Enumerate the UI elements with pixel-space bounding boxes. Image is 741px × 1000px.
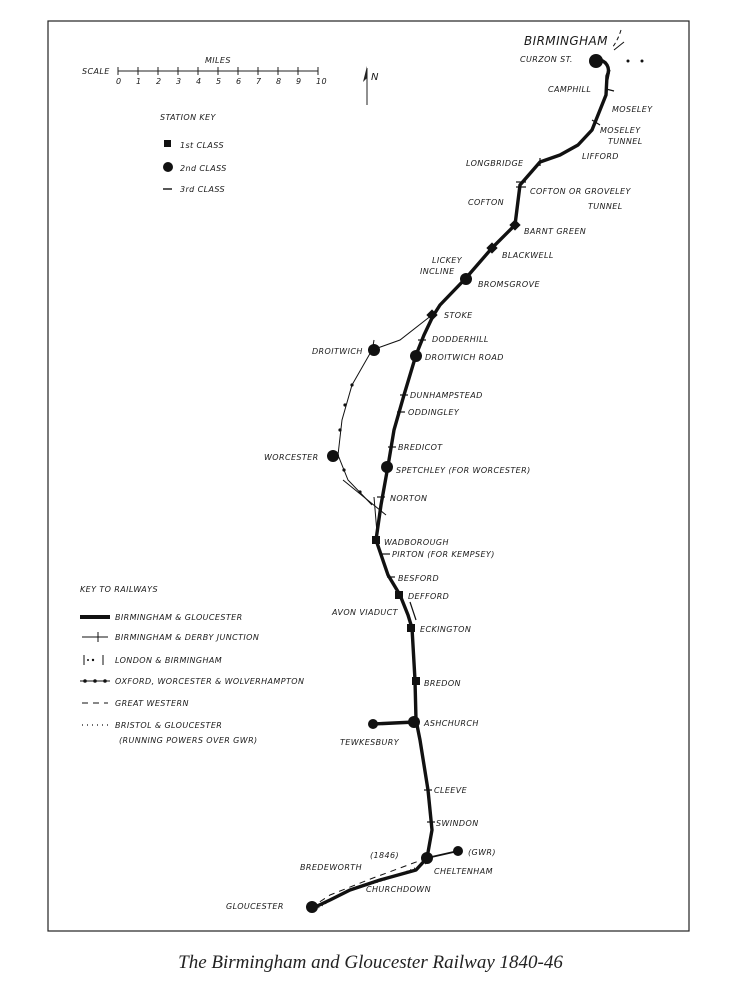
label-dodderhill: DODDERHILL — [432, 335, 489, 344]
label-1846: (1846) — [370, 851, 400, 860]
label-churchdown: CHURCHDOWN — [366, 885, 431, 894]
label-tewkesbury: TEWKESBURY — [340, 738, 400, 747]
railway-key — [80, 585, 304, 745]
label-eckington: ECKINGTON — [420, 625, 472, 634]
label-barnt-green: BARNT GREEN — [524, 227, 587, 236]
railway-key-item: LONDON & BIRMINGHAM — [115, 656, 223, 665]
label-bredeworth: BREDEWORTH — [300, 863, 362, 872]
stations-second-class — [306, 54, 603, 913]
label-blackwell: BLACKWELL — [502, 251, 554, 260]
label-cleeve: CLEEVE — [434, 786, 468, 795]
label-lickey: LICKEY — [432, 256, 462, 265]
scale-tick-label: 9 — [296, 77, 302, 86]
scale-tick-label: 4 — [196, 77, 202, 86]
first-class-symbol — [164, 140, 171, 147]
scale-tick-label: 3 — [176, 77, 182, 86]
label-droitwich-road: DROITWICH ROAD — [425, 353, 504, 362]
label-norton: NORTON — [390, 494, 428, 503]
label-oddingley: ODDINGLEY — [408, 408, 460, 417]
scale-tick-label: 6 — [236, 77, 242, 86]
railway-key-item: GREAT WESTERN — [115, 699, 189, 708]
scale-tick-label: 5 — [216, 77, 222, 86]
scale-tick-label: 8 — [276, 77, 282, 86]
label-bredon: BREDON — [424, 679, 461, 688]
station-key-title: STATION KEY — [160, 113, 216, 122]
station-key-item: 3rd CLASS — [180, 185, 225, 194]
label-defford: DEFFORD — [408, 592, 450, 601]
label-lifford: LIFFORD — [582, 152, 619, 161]
station-key — [160, 113, 227, 194]
label-besford: BESFORD — [398, 574, 440, 583]
scale-bar — [82, 56, 327, 86]
label-bredicot: BREDICOT — [398, 443, 443, 452]
label-birmingham: BIRMINGHAM — [524, 34, 608, 48]
label-camphill: CAMPHILL — [548, 85, 592, 94]
label-stoke: STOKE — [444, 311, 473, 320]
railway-key-item: OXFORD, WORCESTER & WOLVERHAMPTON — [115, 677, 305, 686]
place-labels — [226, 34, 653, 911]
second-class-symbol — [163, 162, 173, 172]
scale-tick-label: 7 — [256, 77, 262, 86]
label-lickey: INCLINE — [420, 267, 455, 276]
railway-key-item: (RUNNING POWERS OVER GWR) — [119, 736, 258, 745]
label-pirton: PIRTON (FOR KEMPSEY) — [392, 550, 495, 559]
station-key-item: 2nd CLASS — [180, 164, 227, 173]
railway-key-item: BRISTOL & GLOUCESTER — [115, 721, 223, 730]
scale-units: MILES — [205, 56, 231, 65]
north-arrow — [363, 66, 379, 105]
label-ashchurch: ASHCHURCH — [424, 719, 479, 728]
label-cofton: COFTON — [468, 198, 505, 207]
label-gloucester: GLOUCESTER — [226, 902, 284, 911]
railway-key-item: BIRMINGHAM & DERBY JUNCTION — [115, 633, 260, 642]
label-cofton-tunnel: TUNNEL — [588, 202, 623, 211]
map-caption: The Birmingham and Gloucester Railway 1840-46 — [178, 952, 563, 973]
branch-dots — [338, 60, 643, 494]
scale-tick-label: 0 — [116, 77, 122, 86]
north-label: N — [371, 72, 379, 83]
railway-key-item: BIRMINGHAM & GLOUCESTER — [115, 613, 243, 622]
railway-key-title: KEY TO RAILWAYS — [80, 585, 158, 594]
label-moseley-tunnel: TUNNEL — [608, 137, 643, 146]
label-gwr: (GWR) — [468, 848, 496, 857]
scale-tick-label: 10 — [316, 77, 327, 86]
label-avon-viaduct: AVON VIADUCT — [332, 608, 398, 617]
label-moseley-tunnel: MOSELEY — [600, 126, 641, 135]
station-key-item: 1st CLASS — [180, 141, 224, 150]
label-cofton-tunnel: COFTON OR GROVELEY — [530, 187, 631, 196]
label-cheltenham: CHELTENHAM — [434, 867, 493, 876]
scale-label: SCALE — [82, 67, 110, 76]
label-curzon: CURZON ST. — [520, 55, 573, 64]
scale-tick-label: 2 — [156, 77, 162, 86]
label-spetchley: SPETCHLEY (FOR WORCESTER) — [396, 466, 531, 475]
label-bromsgrove: BROMSGROVE — [478, 280, 540, 289]
label-worcester: WORCESTER — [264, 453, 319, 462]
scale-tick-label: 1 — [136, 77, 142, 86]
label-wadborough: WADBOROUGH — [384, 538, 449, 547]
label-swindon: SWINDON — [436, 819, 479, 828]
label-droitwich: DROITWICH — [312, 347, 363, 356]
label-longbridge: LONGBRIDGE — [466, 159, 524, 168]
label-moseley: MOSELEY — [612, 105, 653, 114]
label-dunhampstead: DUNHAMPSTEAD — [410, 391, 483, 400]
